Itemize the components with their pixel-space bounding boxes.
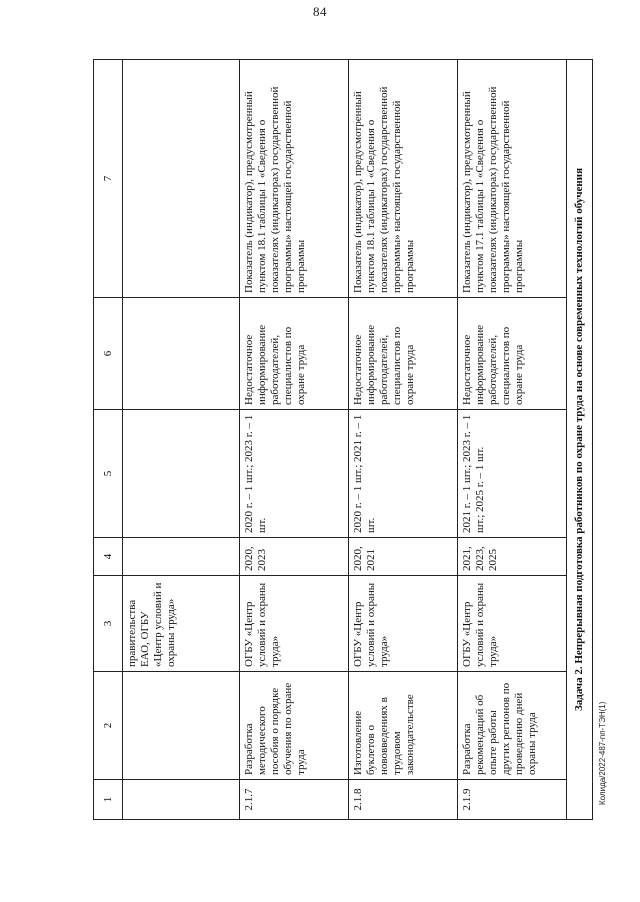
header-cell: 1 xyxy=(94,780,123,820)
problem-cell: Недостаточное информирование работодателей, специалистов по охране труда xyxy=(458,298,567,410)
header-cell: 5 xyxy=(94,410,123,538)
rotated-table-container xyxy=(93,60,585,820)
executor-cell: ОГБУ «Центр условий и охраны труда» xyxy=(349,576,458,672)
header-row xyxy=(94,60,123,820)
header-cell: 2 xyxy=(94,672,123,780)
executor-cell: правительства ЕАО, ОГБУ «Центр условий и охраны труда» xyxy=(123,576,240,672)
indicator-cell: Показатель (индикатор), предусмотренный пунктом 18.1 таблицы 1 «Сведения о показателях (индикаторах) государственной программы» настоящей государственной программы xyxy=(240,60,349,298)
indicator-cell: Показатель (индикатор), предусмотренный пунктом 17.1 таблицы 1 «Сведения о показателях (индикаторах) государственной программы» настоящей государственной программы xyxy=(458,60,567,298)
executor-cell: ОГБУ «Центр условий и охраны труда» xyxy=(458,576,567,672)
problem-cell xyxy=(123,298,240,410)
table-row xyxy=(349,60,458,820)
years-cell: 2021, 2023, 2025 xyxy=(458,538,567,576)
table-row xyxy=(240,60,349,820)
volume-cell: 2021 г. – 1 шт.; 2023 г. – 1 шт.; 2025 г. – 1 шт. xyxy=(458,410,567,538)
row-number-cell: 2.1.9 xyxy=(458,780,567,820)
volume-cell: 2020 г. – 1 шт.; 2021 г. – 1 шт. xyxy=(349,410,458,538)
measure-cell xyxy=(123,672,240,780)
indicator-cell: Показатель (индикатор), предусмотренный пунктом 18.1 таблицы 1 «Сведения о показателях (индикаторах) государственной программы» настоящей государственной программы xyxy=(349,60,458,298)
problem-cell: Недостаточное информирование работодателей, специалистов по охране труда xyxy=(240,298,349,410)
problem-cell: Недостаточное информирование работодателей, специалистов по охране труда xyxy=(349,298,458,410)
program-table xyxy=(93,59,593,820)
measure-cell: Изготовление буклетов о нововведениях в трудовом законодательстве xyxy=(349,672,458,780)
header-cell: 4 xyxy=(94,538,123,576)
executor-cell: ОГБУ «Центр условий и охраны труда» xyxy=(240,576,349,672)
task-heading: Задача 2. Непрерывная подготовка работников по охране труда на основе современных технологий обучения xyxy=(567,60,593,820)
measure-cell: Разработка методического пособия о порядке обучения по охране труда xyxy=(240,672,349,780)
volume-cell xyxy=(123,410,240,538)
row-number-cell: 2.1.8 xyxy=(349,780,458,820)
row-number-cell: 2.1.7 xyxy=(240,780,349,820)
document-code: Колида/2022-487-пп-ТЭН(1) xyxy=(598,701,607,805)
measure-cell: Разработка рекомендаций об опыте работы других регионов по проведению дней охраны труда xyxy=(458,672,567,780)
indicator-cell xyxy=(123,60,240,298)
page-number: 84 xyxy=(313,4,327,19)
row-number-cell xyxy=(123,780,240,820)
table-row xyxy=(458,60,567,820)
years-cell: 2020, 2023 xyxy=(240,538,349,576)
volume-cell: 2020 г. – 1 шт.; 2023 г. – 1 шт. xyxy=(240,410,349,538)
header-cell: 3 xyxy=(94,576,123,672)
years-cell: 2020, 2021 xyxy=(349,538,458,576)
years-cell xyxy=(123,538,240,576)
header-cell: 7 xyxy=(94,60,123,298)
task-heading-row xyxy=(567,60,593,820)
header-cell: 6 xyxy=(94,298,123,410)
table-row-continuation xyxy=(123,60,240,820)
